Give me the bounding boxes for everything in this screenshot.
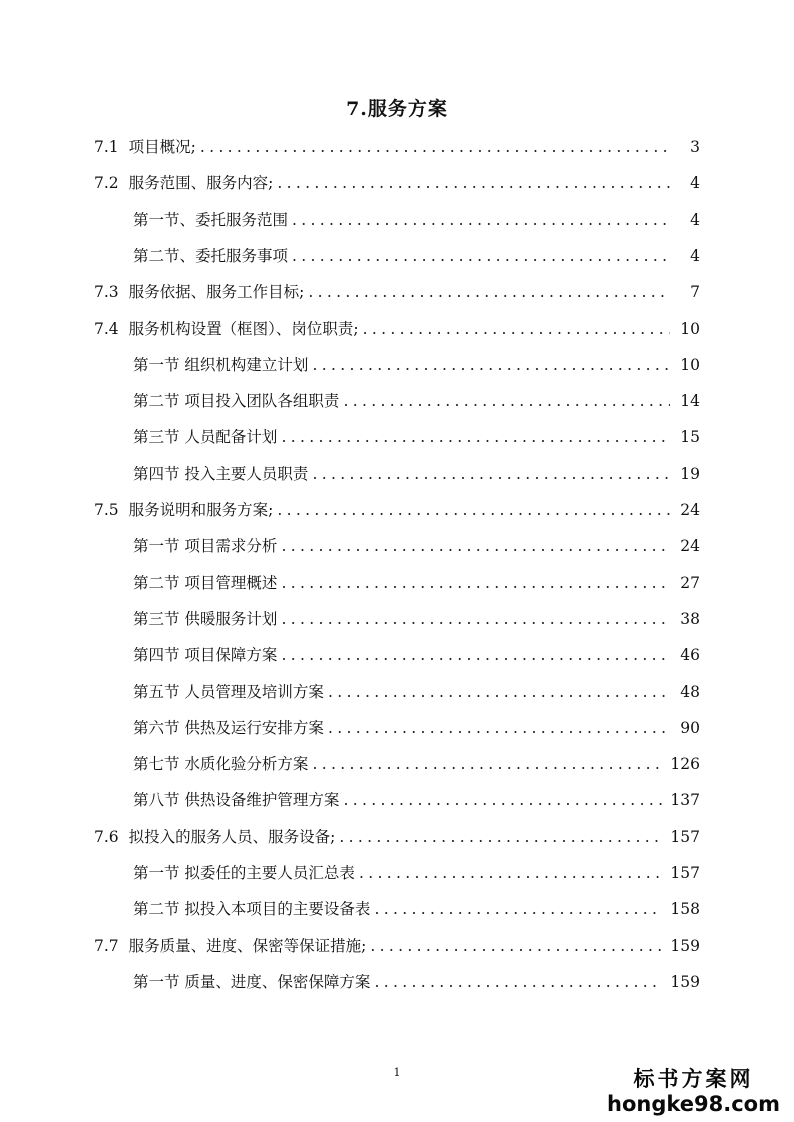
toc-entry-title: 第一节 组织机构建立计划 <box>133 355 309 374</box>
toc-page-number: 46 <box>680 646 700 665</box>
toc-page-number: 126 <box>670 755 700 774</box>
toc-entry-title: 第八节 供热设备维护管理方案 <box>133 791 340 810</box>
toc-page-number: 158 <box>670 900 700 919</box>
toc-page-number: 159 <box>670 972 700 991</box>
watermark-url: hongke98.com <box>607 1092 780 1116</box>
toc-section-entry[interactable] <box>94 824 700 850</box>
toc-subsection-entry[interactable] <box>133 207 700 233</box>
toc-dot-leader <box>374 896 662 922</box>
toc-entry-title: 第一节 质量、进度、保密保障方案 <box>133 972 371 991</box>
toc-page-number: 19 <box>680 464 700 483</box>
toc-subsection-entry[interactable] <box>133 570 700 596</box>
toc-section-number: 7.5 <box>94 501 119 519</box>
toc-entry-title: 第一节、委托服务范围 <box>133 210 289 229</box>
toc-entry-title: 第七节 水质化验分析方案 <box>133 755 309 774</box>
toc-entry-title: 拟投入的服务人员、服务设备; <box>128 827 336 846</box>
toc-section-entry[interactable] <box>94 497 700 523</box>
toc-entry-title: 第五节 人员管理及培训方案 <box>133 682 324 701</box>
toc-page-number: 10 <box>680 319 700 338</box>
toc-page-number: 3 <box>690 138 700 156</box>
toc-section-entry[interactable] <box>94 170 700 196</box>
toc-page-number: 4 <box>690 246 700 265</box>
toc-dot-leader <box>277 497 670 523</box>
toc-dot-leader <box>292 207 670 233</box>
toc-entry-title: 第二节、委托服务事项 <box>133 246 289 265</box>
toc-section-number: 7.6 <box>94 827 119 846</box>
toc-section-entry[interactable] <box>94 316 700 342</box>
toc-entry-title: 服务机构设置（框图）、岗位职责; <box>128 319 359 338</box>
toc-entry-title: 项目概况; <box>128 138 196 156</box>
toc-subsection-entry[interactable] <box>133 352 700 378</box>
toc-entry-title: 第二节 项目管理概述 <box>133 573 278 592</box>
toc-dot-leader <box>281 533 670 559</box>
toc-subsection-entry[interactable] <box>133 969 700 995</box>
toc-entry-title: 服务依据、服务工作目标; <box>128 283 305 302</box>
toc-dot-leader <box>277 170 670 196</box>
toc-page-number: 27 <box>680 573 700 592</box>
toc-subsection-entry[interactable] <box>133 243 700 269</box>
toc-entry-title: 第四节 投入主要人员职责 <box>133 464 309 483</box>
toc-entry-title: 第一节 项目需求分析 <box>133 537 278 556</box>
toc-subsection-entry[interactable] <box>133 388 700 414</box>
toc-entry-title: 服务质量、进度、保密等保证措施; <box>128 936 367 955</box>
toc-page-number: 137 <box>670 791 700 810</box>
toc-dot-leader <box>312 751 662 777</box>
toc-page-number: 48 <box>680 682 700 701</box>
toc-page-number: 157 <box>670 864 700 882</box>
toc-subsection-entry[interactable] <box>133 424 700 450</box>
toc-dot-leader <box>292 243 670 269</box>
watermark-site-name: 标书方案网 <box>633 1067 754 1091</box>
toc-subsection-entry[interactable] <box>133 860 700 886</box>
toc-subsection-entry[interactable] <box>133 461 700 487</box>
toc-section-number: 7.2 <box>94 174 119 193</box>
toc-entry-title: 第六节 供热及运行安排方案 <box>133 718 324 737</box>
toc-dot-leader <box>339 824 662 850</box>
toc-page-number: 159 <box>670 936 700 955</box>
toc-section-entry[interactable] <box>94 279 700 305</box>
page-number: 1 <box>393 1066 401 1079</box>
toc-section-entry[interactable] <box>94 933 700 959</box>
toc-page-number: 157 <box>670 827 700 846</box>
toc-page-number: 14 <box>680 392 700 411</box>
toc-page-number: 90 <box>680 718 700 737</box>
toc-page-number: 7 <box>690 283 700 302</box>
toc-dot-leader <box>374 969 662 995</box>
toc-dot-leader <box>363 316 670 342</box>
toc-page-number: 24 <box>680 537 700 556</box>
toc-section-number: 7.4 <box>94 319 119 338</box>
toc-dot-leader <box>359 860 662 886</box>
toc-subsection-entry[interactable] <box>133 787 700 813</box>
page-title: 7.服务方案 <box>346 98 448 120</box>
toc-entry-title: 第三节 供暖服务计划 <box>133 609 278 628</box>
toc-dot-leader <box>281 570 670 596</box>
toc-page-number: 4 <box>690 174 700 193</box>
toc-page-number: 4 <box>690 210 700 229</box>
toc-dot-leader <box>343 388 670 414</box>
watermark <box>607 1066 780 1116</box>
toc-subsection-entry[interactable] <box>133 606 700 632</box>
toc-section-number: 7.7 <box>94 936 119 955</box>
toc-subsection-entry[interactable] <box>133 642 700 668</box>
toc-subsection-entry[interactable] <box>133 679 700 705</box>
toc-entry-title: 第二节 项目投入团队各组职责 <box>133 392 340 411</box>
toc-subsection-entry[interactable] <box>133 896 700 922</box>
toc-entry-title: 第三节 人员配备计划 <box>133 428 278 447</box>
toc-entry-title: 服务范围、服务内容; <box>128 174 274 193</box>
toc-dot-leader <box>281 424 670 450</box>
toc-dot-leader <box>312 461 670 487</box>
toc-dot-leader <box>312 352 670 378</box>
toc-dot-leader <box>370 933 662 959</box>
toc-entry-title: 第二节 拟投入本项目的主要设备表 <box>133 900 371 919</box>
toc-page-number: 38 <box>680 609 700 628</box>
toc-subsection-entry[interactable] <box>133 533 700 559</box>
toc-page-number: 24 <box>680 501 700 519</box>
toc-section-number: 7.1 <box>94 138 119 156</box>
toc-subsection-entry[interactable] <box>133 715 700 741</box>
toc-section-entry[interactable] <box>94 134 700 160</box>
toc-dot-leader <box>328 715 670 741</box>
toc-dot-leader <box>308 279 670 305</box>
toc-dot-leader <box>281 606 670 632</box>
toc-entry-title: 服务说明和服务方案; <box>128 501 274 519</box>
toc-entry-title: 第一节 拟委任的主要人员汇总表 <box>133 864 355 882</box>
toc-entry-title: 第四节 项目保障方案 <box>133 646 278 665</box>
toc-dot-leader <box>281 642 670 668</box>
toc-dot-leader <box>200 134 670 160</box>
toc-dot-leader <box>328 679 670 705</box>
toc-page-number: 15 <box>680 428 700 447</box>
toc-section-number: 7.3 <box>94 283 119 302</box>
toc-page-number: 10 <box>680 355 700 374</box>
toc-dot-leader <box>343 787 662 813</box>
toc-subsection-entry[interactable] <box>133 751 700 777</box>
